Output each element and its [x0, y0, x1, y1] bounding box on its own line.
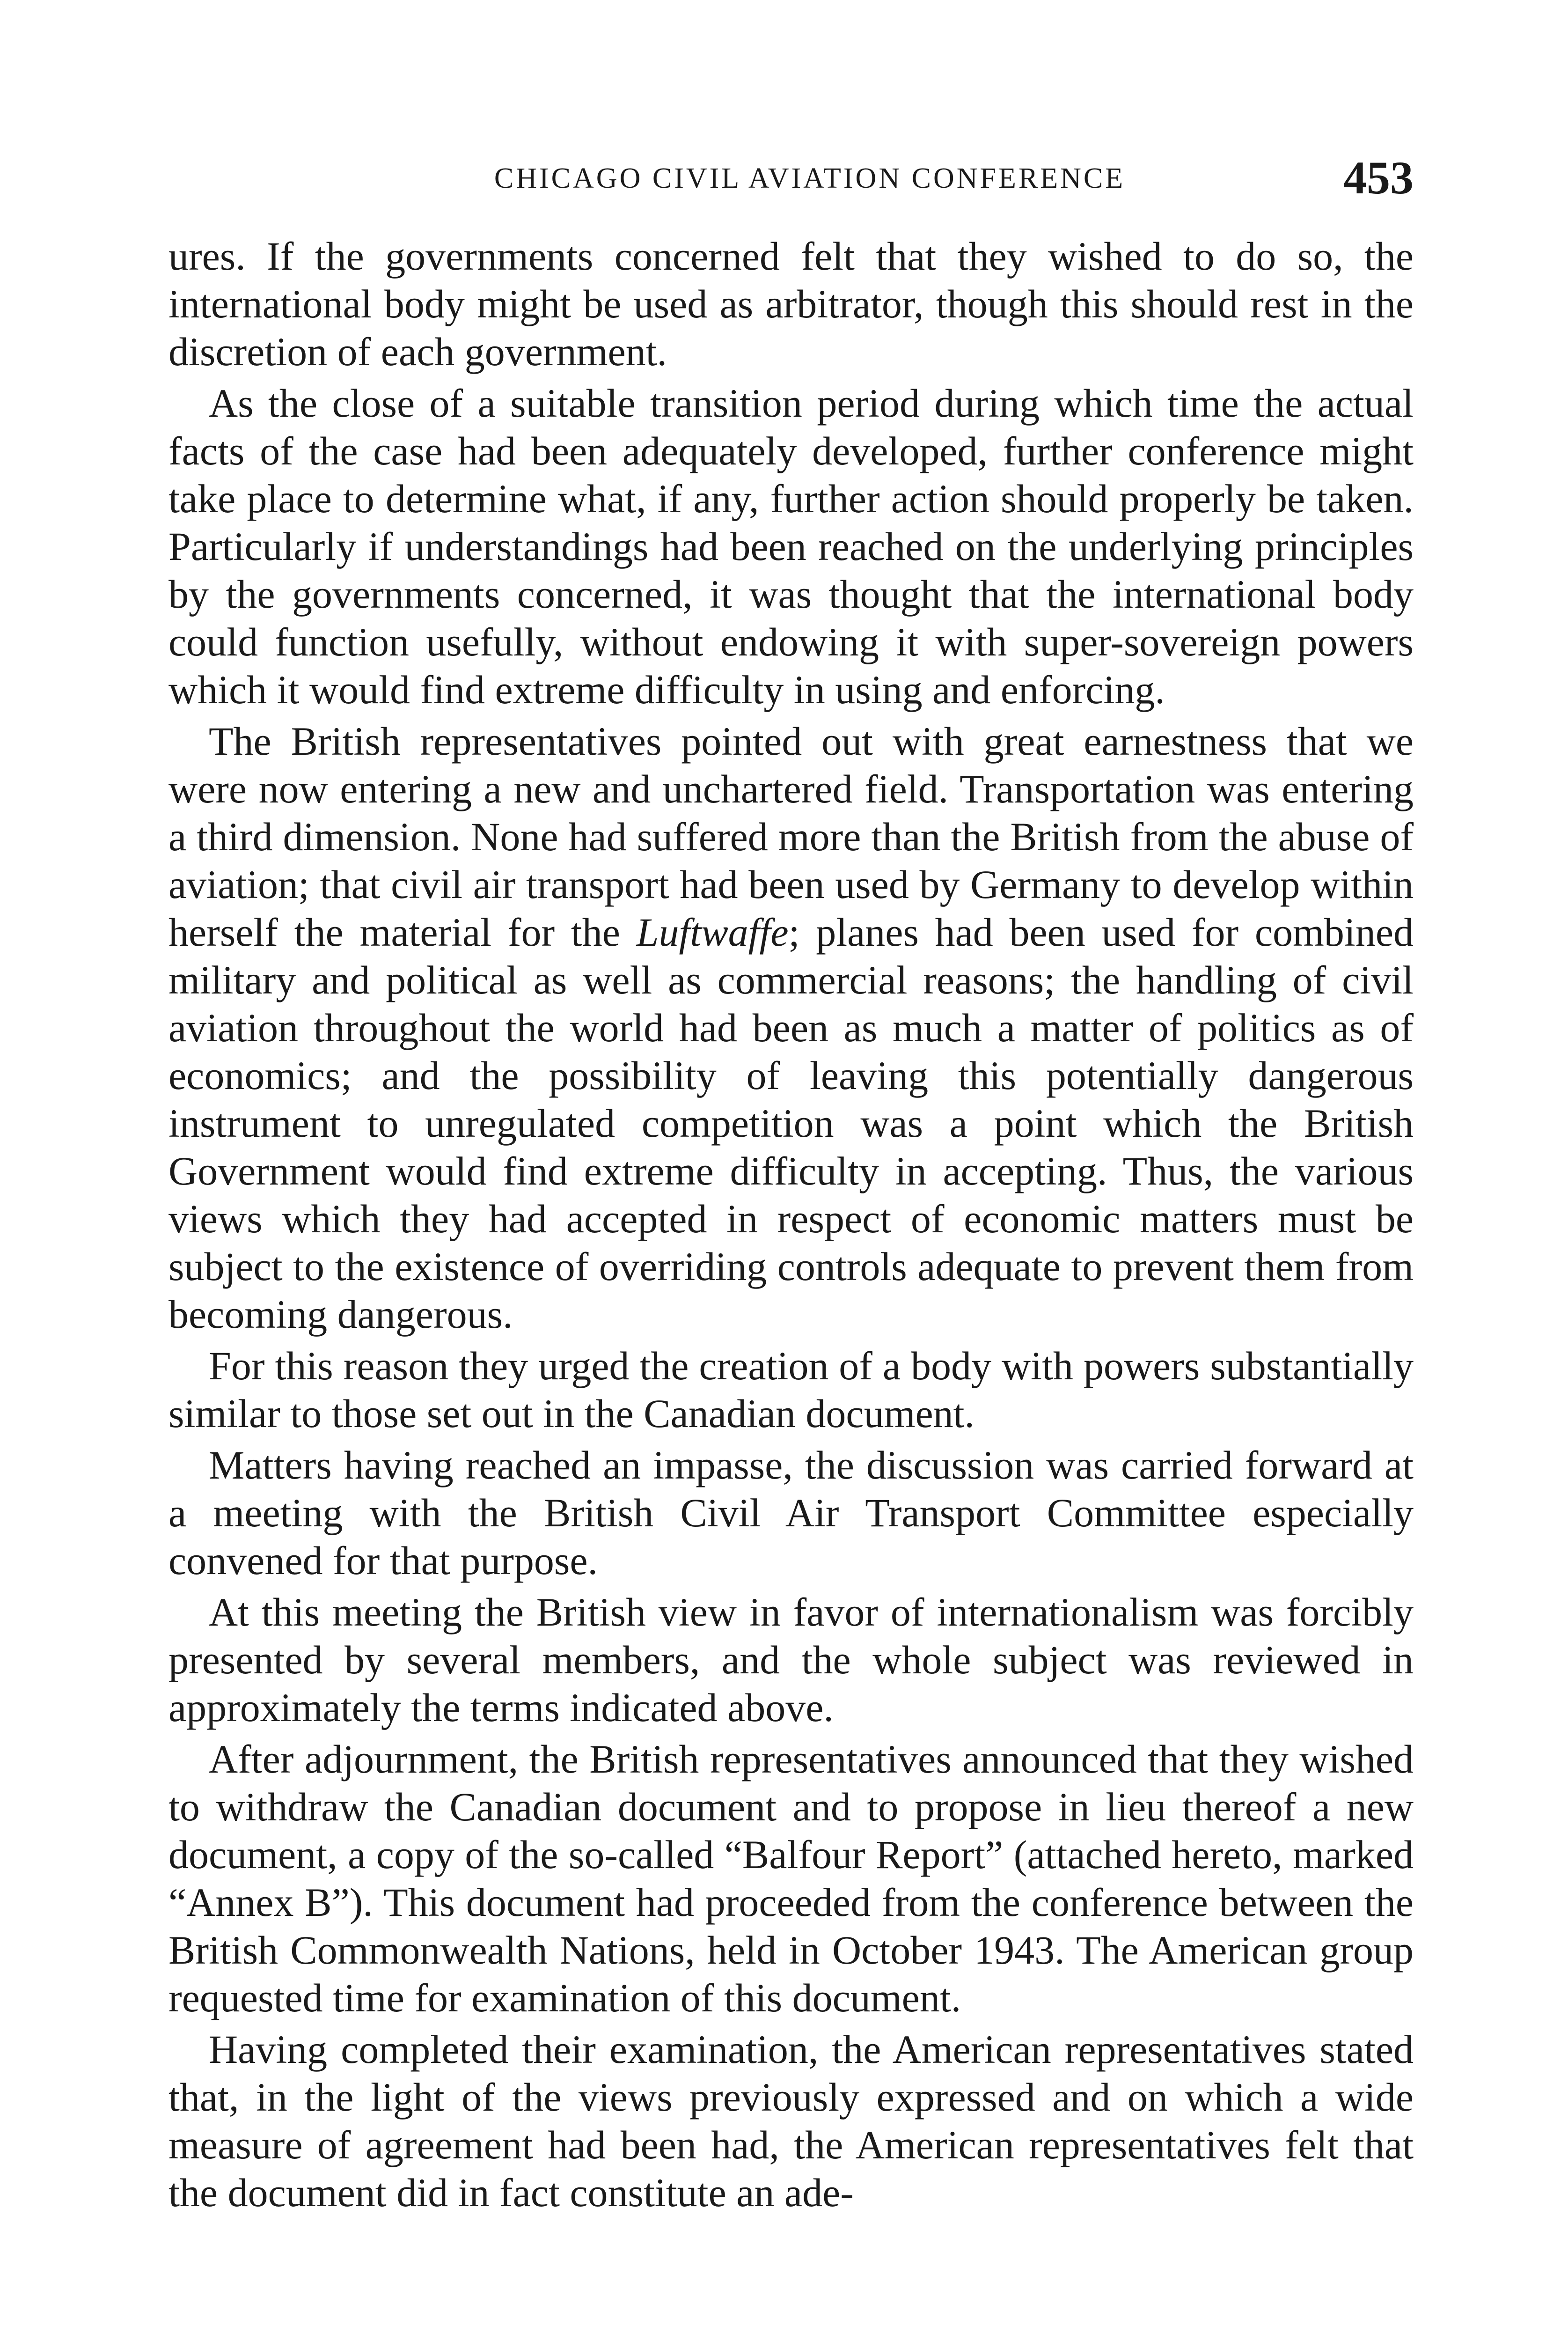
paragraph: The British representatives pointed out with great earnestness that we were now entering a new and unchartered field. Transportation was entering a third dimension. None had suffered more than the British from the abuse of aviation; that civil air transport had been used by Germany to develop within herself the material for the Luftwaffe; planes had been used for combined military and political as well as commercial reasons; the handling of civil aviation throughout the world had been as much a matter of politics as of economics; and the possibility of leaving this potentially dangerous instrument to unregulated competition was a point which the British Government would find extreme difficulty in accepting. Thus, the various views which they had accepted in respect of economic matters must be subject to the existence of overriding controls adequate to prevent them from becoming dangerous. [169, 719, 1414, 1337]
paragraph: After adjournment, the British representatives announced that they wished to withdraw the Canadian document and to propose in lieu thereof a new document, a copy of the so-called “Balfour Report” (attached hereto, marked “Annex B”). This document had proceeded from the conference between the British Commonwealth Nations, held in October 1943. The American group requested time for examination of this document. [169, 1737, 1414, 2020]
paragraph: At this meeting the British view in favor of internationalism was forcibly presented by several members, and the whole subject was reviewed in approximately the terms indicated above. [169, 1590, 1414, 1730]
running-title: CHICAGO CIVIL AVIATION CONFERENCE [494, 162, 1126, 194]
paragraph: As the close of a suitable transition period during which time the actual facts of the case had been adequately developed, further conference might take place to determine what, if any, further action should properly be taken. Particularly if understandings had been reached on the underlying principles by the governments concerned, it was thought that the international body could function usefully, without endowing it with super-sovereign powers which it would find extreme difficulty in using and enforcing. [169, 381, 1414, 712]
paragraph: ures. If the governments concerned felt that they wished to do so, the international body might be used as arbitrator, though this should rest in the discretion of each government. [169, 234, 1414, 374]
running-head [169, 152, 1414, 211]
paragraph: Having completed their examination, the American representatives stated that, in the light of the views previously expressed and on which a wide measure of agreement had been had, the American representatives felt that the document did in fact constitute an ade- [169, 2027, 1414, 2215]
italic-term: Luftwaffe [636, 910, 789, 955]
page-number: 453 [1343, 152, 1414, 204]
body-text [169, 232, 1414, 2339]
paragraph: For this reason they urged the creation of a body with powers substantially similar to those set out in the Canadian document. [169, 1343, 1414, 1436]
paragraph: Matters having reached an impasse, the discussion was carried forward at a meeting with the British Civil Air Transport Committee especially convened for that purpose. [169, 1443, 1414, 1583]
